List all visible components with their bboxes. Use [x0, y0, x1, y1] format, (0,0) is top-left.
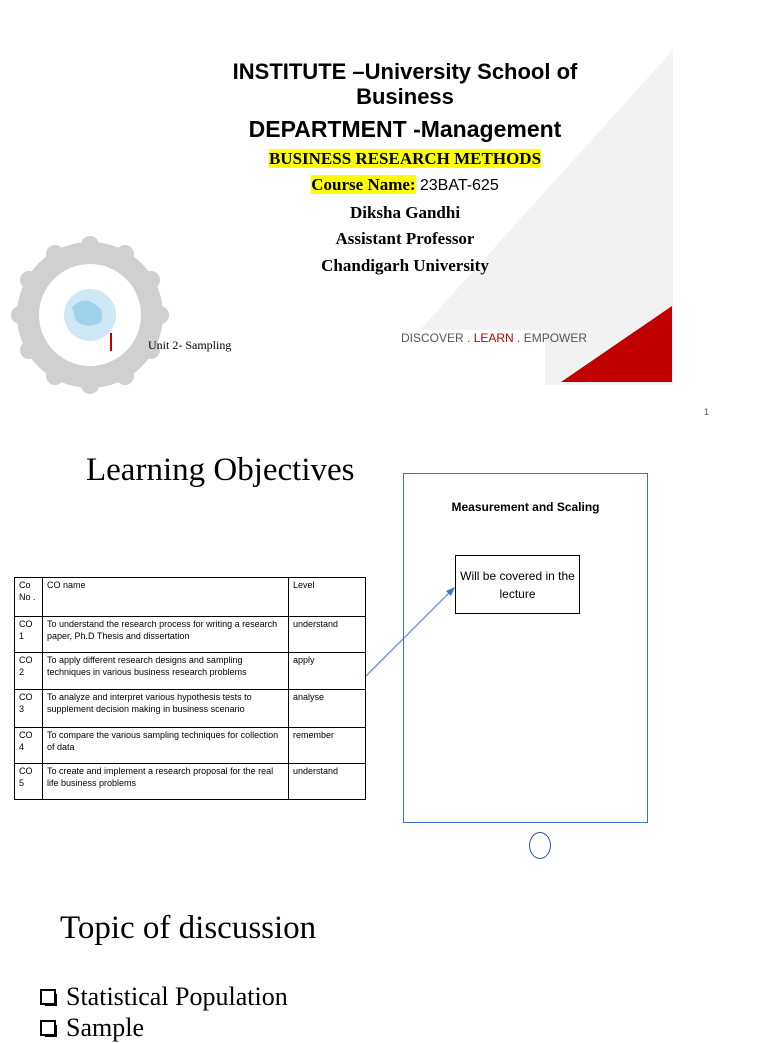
co-no-cell: CO 1	[15, 617, 43, 653]
co-level-cell: analyse	[289, 690, 366, 728]
faculty-name: Diksha Gandhi	[349, 203, 461, 222]
co-name-cell: To understand the research process for writing a research paper, Ph.D Thesis and dissertation	[43, 617, 289, 653]
circle-shape	[529, 832, 551, 859]
header-co-no: Co No .	[15, 578, 43, 617]
header-level: Level	[289, 578, 366, 617]
unit-label: Unit 2- Sampling	[148, 338, 232, 352]
list-item	[40, 982, 288, 1012]
table-row	[15, 653, 366, 690]
university-name: Chandigarh University	[321, 256, 489, 275]
department-line: DEPARTMENT -Management	[248, 116, 562, 142]
co-level-cell: remember	[289, 728, 366, 764]
connector-arrow-icon	[360, 580, 460, 680]
list-item-text: Sample	[66, 1013, 144, 1042]
co-level-cell: apply	[289, 653, 366, 690]
co-no-cell: CO 3	[15, 690, 43, 728]
table-row	[15, 617, 366, 653]
checkbox-bullet-icon	[40, 1020, 56, 1036]
tagline-empower: . EMPOWER	[513, 331, 588, 345]
co-no-cell: CO 2	[15, 653, 43, 690]
designation: Assistant Professor	[335, 229, 475, 248]
topic-title: Topic of discussion	[60, 910, 317, 946]
tagline	[401, 331, 587, 345]
lecture-note-box: Will be covered in the lecture	[455, 555, 580, 614]
co-name-cell: To compare the various sampling techniques for collection of data	[43, 728, 289, 764]
table-header-row	[15, 578, 366, 617]
list-item-text: Statistical Population	[66, 982, 288, 1011]
header-co-name: CO name	[43, 578, 289, 617]
page-number: 1	[704, 407, 710, 417]
table-row	[15, 690, 366, 728]
course-label: Course Name:	[311, 175, 416, 194]
course-code: 23BAT-625	[419, 177, 499, 194]
table-row	[15, 728, 366, 764]
co-no-cell: CO 4	[15, 728, 43, 764]
gear-logo-icon	[11, 236, 169, 394]
measurement-box-title: Measurement and Scaling	[451, 500, 600, 514]
co-name-cell: To analyze and interpret various hypothesis tests to supplement decision making in business scenario	[43, 690, 289, 728]
list-item	[40, 1013, 144, 1043]
subject-text: BUSINESS RESEARCH METHODS	[268, 149, 542, 168]
co-name-cell: To create and implement a research proposal for the real life business problems	[43, 764, 289, 800]
tagline-learn: LEARN	[473, 331, 514, 345]
co-level-cell: understand	[289, 764, 366, 800]
checkbox-bullet-icon	[40, 989, 56, 1005]
co-no-cell: CO 5	[15, 764, 43, 800]
institute-line-2: Business	[356, 84, 454, 109]
co-level-cell: understand	[289, 617, 366, 653]
course-outcomes-table	[14, 577, 366, 800]
co-name-cell: To apply different research designs and sampling techniques in various business research problems	[43, 653, 289, 690]
subject-line	[150, 149, 660, 169]
learning-objectives-title: Learning Objectives	[86, 452, 355, 488]
institute-line-1: INSTITUTE –University School of	[232, 59, 578, 84]
course-line	[150, 175, 660, 195]
table-row	[15, 764, 366, 800]
tagline-discover: DISCOVER .	[401, 331, 474, 345]
